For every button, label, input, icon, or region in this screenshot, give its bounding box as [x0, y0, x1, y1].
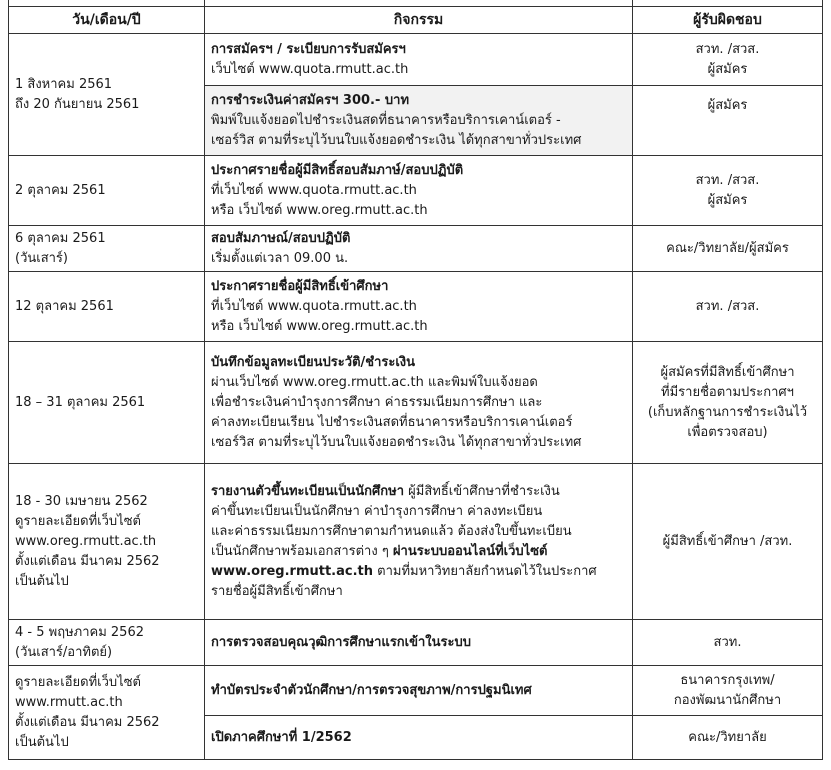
- responsible-line: กองพัฒนานักศึกษา: [673, 692, 782, 708]
- activity-cell: [205, 272, 633, 342]
- responsible-line: ผู้สมัคร: [707, 192, 748, 208]
- date-line: www.rmutt.ac.th: [15, 694, 123, 710]
- activity-line: รายชื่อผู้มีสิทธิ์เข้าศึกษา: [211, 583, 343, 599]
- table-row: [9, 272, 823, 342]
- date-cell: [9, 342, 205, 464]
- table-row: [9, 342, 823, 464]
- table-row: [9, 156, 823, 226]
- activity-line: ผ่านเว็บไซต์ www.oreg.rmutt.ac.th และพิมพ์ใบแจ้งยอด: [211, 374, 538, 390]
- responsible-cell: [633, 716, 823, 760]
- activity-cell: [205, 86, 633, 156]
- activity-title: บันทึกข้อมูลทะเบียนประวัติ/ชำระเงิน: [211, 354, 416, 370]
- table-row: [9, 226, 823, 272]
- activity-text: เป็นนักศึกษาพร้อมเอกสารต่าง ๆ: [211, 543, 393, 559]
- table-header-row: [9, 7, 823, 34]
- responsible-line: เพื่อตรวจสอบ): [687, 424, 768, 440]
- responsible-line: ผู้มีสิทธิ์เข้าศึกษา /สวท.: [662, 533, 793, 549]
- date-line: ดูรายละเอียดที่เว็บไซต์: [15, 513, 141, 529]
- responsible-line: สวท. /สวส.: [695, 41, 760, 57]
- date-line: ดูรายละเอียดที่เว็บไซต์: [15, 674, 141, 690]
- header-date: วัน/เดือน/ปี: [9, 7, 205, 34]
- responsible-line: ธนาคารกรุงเทพ/: [680, 672, 775, 688]
- responsible-cell: [633, 86, 823, 156]
- activity-line: [211, 542, 626, 562]
- activity-line: ที่เว็บไซต์ www.quota.rmutt.ac.th: [211, 182, 417, 198]
- date-cell: [9, 34, 205, 156]
- responsible-cell: [633, 226, 823, 272]
- table-row: [9, 464, 823, 620]
- activity-line: เพื่อชำระเงินค่าบำรุงการศึกษา ค่าธรรมเนียมการศึกษา และ: [211, 394, 543, 410]
- responsible-cell: [633, 342, 823, 464]
- date-line: ถึง 20 กันยายน 2561: [15, 96, 140, 112]
- date-line: 1 สิงหาคม 2561: [15, 76, 113, 92]
- activity-line: เริ่มตั้งแต่เวลา 09.00 น.: [211, 250, 349, 266]
- activity-cell: [205, 666, 633, 716]
- responsible-line: ผู้สมัคร: [707, 98, 748, 113]
- responsible-cell: [633, 666, 823, 716]
- date-line: ตั้งแต่เดือน มีนาคม 2562: [15, 553, 160, 569]
- date-line: 18 – 31 ตุลาคม 2561: [15, 394, 146, 410]
- activity-title: การตรวจสอบคุณวุฒิการศึกษาแรกเข้าในระบบ: [211, 634, 471, 650]
- activity-line: และค่าธรรมเนียมการศึกษาตามกำหนดแล้ว ต้องส่งใบขึ้นทะเบียน: [211, 523, 572, 539]
- table-row: [9, 34, 823, 86]
- activity-title: การสมัครฯ / ระเบียบการรับสมัครฯ: [211, 41, 406, 57]
- date-cell: [9, 272, 205, 342]
- date-line: ตั้งแต่เดือน มีนาคม 2562: [15, 714, 160, 730]
- activity-line: เว็บไซต์ www.quota.rmutt.ac.th: [211, 61, 409, 77]
- header-responsible: ผู้รับผิดชอบ: [633, 7, 823, 34]
- date-line: 12 ตุลาคม 2561: [15, 298, 114, 314]
- responsible-cell: [633, 620, 823, 666]
- date-line: (วันเสาร์/อาทิตย์): [15, 644, 113, 660]
- responsible-cell: [633, 156, 823, 226]
- date-line: เป็นต้นไป: [15, 573, 69, 589]
- date-cell: [9, 666, 205, 760]
- date-line: www.oreg.rmutt.ac.th: [15, 533, 157, 549]
- date-line: 18 - 30 เมษายน 2562: [15, 493, 148, 509]
- activity-cell: [205, 464, 633, 620]
- activity-line: [211, 562, 626, 582]
- responsible-cell: [633, 464, 823, 620]
- responsible-line: (เก็บหลักฐานการชำระเงินไว้: [647, 404, 808, 420]
- date-cell: [9, 464, 205, 620]
- responsible-line: สวท. /สวส.: [695, 172, 760, 188]
- responsible-line: คณะ/วิทยาลัย/ผู้สมัคร: [666, 240, 789, 256]
- responsible-line: คณะ/วิทยาลัย: [688, 729, 767, 745]
- date-line: เป็นต้นไป: [15, 734, 69, 750]
- responsible-cell: [633, 34, 823, 86]
- activity-line: พิมพ์ใบแจ้งยอดไปชำระเงินสดที่ธนาคารหรือบริการเคาน์เตอร์ -: [211, 112, 561, 128]
- activity-title: เปิดภาคศึกษาที่ 1/2562: [211, 729, 352, 745]
- activity-title: ประกาศรายชื่อผู้มีสิทธิ์เข้าศึกษา: [211, 278, 389, 294]
- activity-line: [211, 482, 626, 502]
- date-line: 6 ตุลาคม 2561: [15, 230, 106, 246]
- activity-text: ผู้มีสิทธิ์เข้าศึกษาที่ชำระเงิน: [404, 483, 560, 499]
- date-cell: [9, 156, 205, 226]
- activity-title: การชำระเงินค่าสมัครฯ 300.- บาท: [211, 92, 410, 108]
- activity-emphasis: ผ่านระบบออนไลน์ที่เว็บไซต์: [392, 543, 548, 559]
- date-cell: [9, 620, 205, 666]
- activity-line: หรือ เว็บไซต์ www.oreg.rmutt.ac.th: [211, 202, 428, 218]
- date-line: 2 ตุลาคม 2561: [15, 182, 106, 198]
- responsible-cell: [633, 272, 823, 342]
- schedule-table: [8, 0, 823, 760]
- table-row: [9, 666, 823, 716]
- activity-cell: [205, 342, 633, 464]
- activity-line: ค่าขึ้นทะเบียนเป็นนักศึกษา ค่าบำรุงการศึกษา ค่าลงทะเบียน: [211, 503, 543, 519]
- activity-line: หรือ เว็บไซต์ www.oreg.rmutt.ac.th: [211, 318, 428, 334]
- activity-cell: [205, 620, 633, 666]
- responsible-line: สวท.: [713, 634, 742, 650]
- activity-text: ตามที่มหาวิทยาลัยกำหนดไว้ในประกาศ: [373, 563, 597, 579]
- activity-title: ทำบัตรประจำตัวนักศึกษา/การตรวจสุขภาพ/การปฐมนิเทศ: [211, 682, 532, 698]
- activity-title: รายงานตัวขึ้นทะเบียนเป็นนักศึกษา: [211, 483, 405, 499]
- responsible-line: ผู้สมัครที่มีสิทธิ์เข้าศึกษา: [660, 364, 795, 380]
- date-line: 4 - 5 พฤษภาคม 2562: [15, 624, 144, 640]
- activity-emphasis: www.oreg.rmutt.ac.th: [211, 563, 374, 579]
- activity-line: ค่าลงทะเบียนเรียน ไปชำระเงินสดที่ธนาคารหรือบริการเคาน์เตอร์: [211, 414, 573, 430]
- activity-cell: [205, 226, 633, 272]
- header-activity: กิจกรรม: [205, 7, 633, 34]
- activity-title: ประกาศรายชื่อผู้มีสิทธิ์สอบสัมภาษ์/สอบปฏิบัติ: [211, 162, 464, 178]
- activity-cell: [205, 34, 633, 86]
- responsible-line: ที่มีรายชื่อตามประกาศฯ: [661, 384, 794, 400]
- activity-line: ที่เว็บไซต์ www.quota.rmutt.ac.th: [211, 298, 417, 314]
- date-cell: [9, 226, 205, 272]
- responsible-line: สวท. /สวส.: [695, 298, 760, 314]
- activity-line: เซอร์วิส ตามที่ระบุไว้บนใบแจ้งยอดชำระเงิน ได้ทุกสาขาทั่วประเทศ: [211, 132, 582, 148]
- activity-cell: [205, 156, 633, 226]
- table-row: [9, 620, 823, 666]
- activity-cell: [205, 716, 633, 760]
- date-line: (วันเสาร์): [15, 250, 68, 266]
- activity-title: สอบสัมภาษณ์/สอบปฏิบัติ: [211, 230, 351, 246]
- activity-line: เซอร์วิส ตามที่ระบุไว้บนใบแจ้งยอดชำระเงิน ได้ทุกสาขาทั่วประเทศ: [211, 434, 582, 450]
- responsible-line: ผู้สมัคร: [707, 61, 748, 77]
